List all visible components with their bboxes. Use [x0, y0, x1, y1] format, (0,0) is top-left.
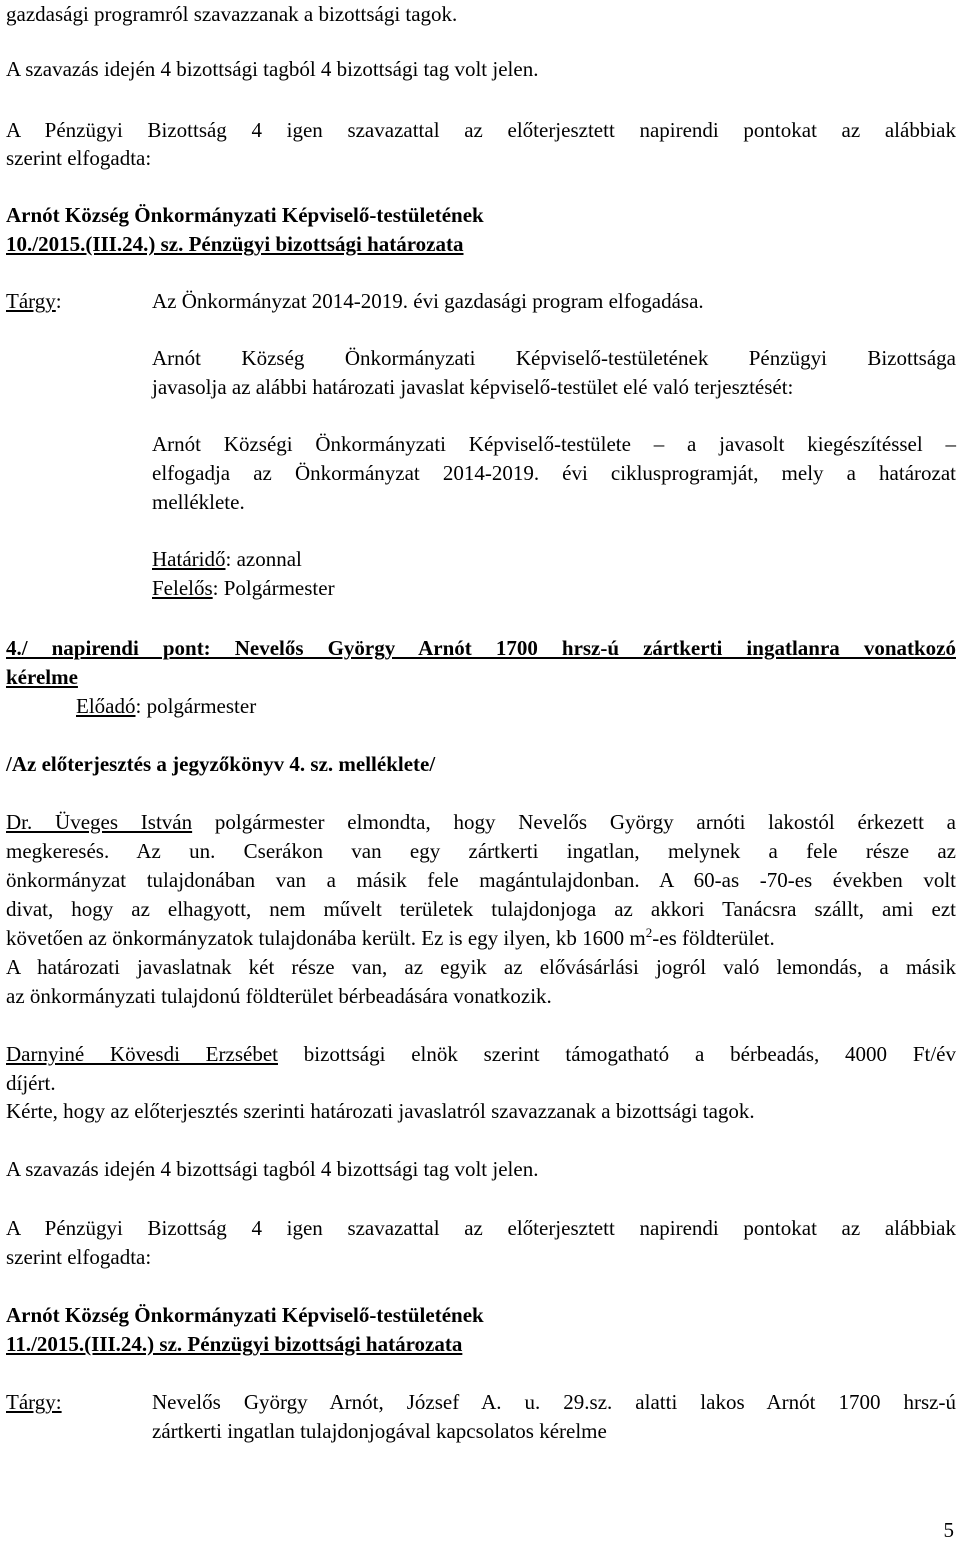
subject-label: Tárgy:	[6, 1390, 62, 1414]
text-line: elfogadja az Önkormányzat 2014-2019. évi ciklusprogramját, mely a határozat	[152, 461, 956, 485]
deadline: Határidő: azonnal	[152, 547, 302, 571]
agenda-point-title: 4./ napirendi pont: Nevelős György Arnót 1700 hrsz-ú zártkerti ingatlanra vonatkozó	[6, 636, 956, 660]
subject-text: zártkerti ingatlan tulajdonjogával kapcsolatos kérelme	[152, 1419, 607, 1443]
text-line: A Pénzügyi Bizottság 4 igen szavazattal az előterjesztett napirendi pontokat az alábbiak	[6, 1216, 956, 1240]
text-line: A Pénzügyi Bizottság 4 igen szavazattal az előterjesztett napirendi pontokat az alábbiak	[6, 118, 956, 142]
text-line: önkormányzat tulajdonában van a másik fele magántulajdonban. A 60-as -70-es években volt	[6, 868, 956, 892]
text-line: A határozati javaslatnak két része van, az egyik az elővásárlási jogról való lemondás, a másik	[6, 955, 956, 979]
page-number: 5	[943, 1518, 954, 1542]
text-line: követően az önkormányzatok tulajdonába került. Ez is egy ilyen, kb 1600 $m^2-es$ földterület.	[6, 925, 775, 950]
text-line: A szavazás idején 4 bizottsági tagból 4 bizottsági tag volt jelen.	[6, 1157, 539, 1181]
text-line: A szavazás idején 4 bizottsági tagból 4 bizottsági tag volt jelen.	[6, 57, 539, 81]
text-line: Arnót Község Önkormányzati Képviselő-testületének Pénzügyi Bizottsága	[152, 346, 956, 370]
text-line: szerint elfogadta:	[6, 1245, 152, 1269]
text-line: Dr. Üveges István polgármester elmondta, hogy Nevelős György arnóti lakostól érkezett a	[6, 810, 957, 834]
text-line: szerint elfogadta:	[6, 146, 152, 170]
resolution-number: 11./2015.(III.24.) sz. Pénzügyi bizottsági határozata	[6, 1332, 463, 1356]
text-line: az önkormányzati tulajdonú földterület bérbeadására vonatkozik.	[6, 984, 552, 1008]
text-line: javasolja az alábbi határozati javaslat képviselő-testület elé való terjesztését:	[152, 375, 794, 399]
text-line: gazdasági programról szavazzanak a bizottsági tagok.	[6, 2, 458, 26]
subject-label: Tárgy:	[6, 289, 62, 313]
text-line: Kérte, hogy az előterjesztés szerinti határozati javaslatról szavazzanak a bizottsági tagok.	[6, 1099, 755, 1123]
attachment-note: /Az előterjesztés a jegyzőkönyv 4. sz. melléklete/	[6, 752, 436, 776]
responsible: Felelős: Polgármester	[152, 576, 335, 600]
text-line: megkeresés. Az un. Cserákon van egy zártkerti ingatlan, melynek a fele része az	[6, 839, 956, 863]
presenter: Előadó: polgármester	[76, 694, 257, 718]
subject-text: Nevelős György Arnót, József A. u. 29.sz. alatti lakos Arnót 1700 hrsz-ú	[152, 1390, 956, 1414]
text-line: divat, hogy az elhagyott, nem művelt területek tulajdonjoga az akkori Tanácsra szállt, ami ezt	[6, 897, 956, 921]
text-line: Arnót Községi Önkormányzati Képviselő-testülete – a javasolt kiegészítéssel –	[152, 432, 956, 456]
resolution-heading: Arnót Község Önkormányzati Képviselő-testületének	[6, 203, 484, 227]
text-line: melléklete.	[152, 490, 245, 514]
agenda-point-title: kérelme	[6, 665, 78, 689]
resolution-heading: Arnót Község Önkormányzati Képviselő-testületének	[6, 1303, 484, 1327]
subject-text: Az Önkormányzat 2014-2019. évi gazdasági program elfogadása.	[152, 289, 704, 313]
resolution-number: 10./2015.(III.24.) sz. Pénzügyi bizottsági határozata	[6, 232, 464, 256]
text-line: díjért.	[6, 1071, 56, 1095]
text-line: Darnyiné Kövesdi Erzsébet bizottsági elnök szerint támogatható a bérbeadás, 4000 Ft/év	[6, 1042, 956, 1066]
